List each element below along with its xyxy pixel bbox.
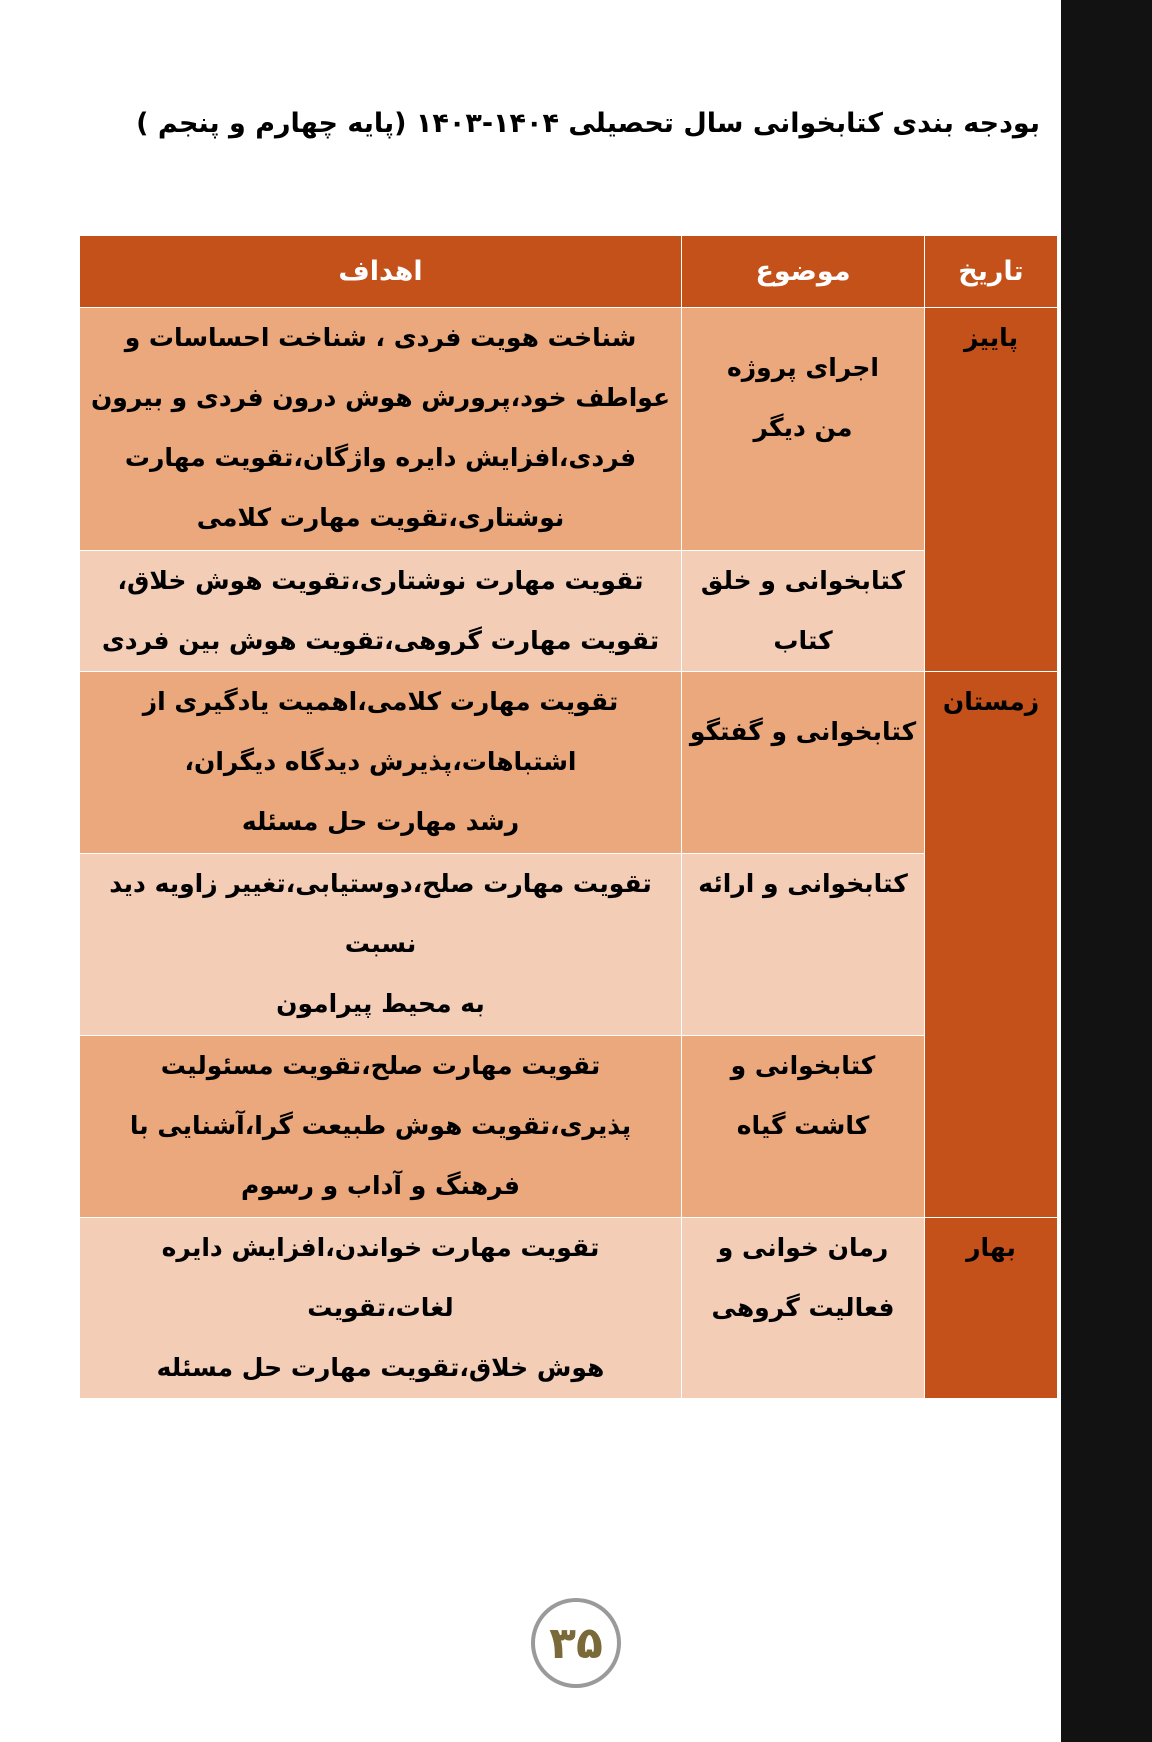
table-row: [80, 1036, 1058, 1218]
topic-line: رمان خوانی و: [717, 1233, 889, 1262]
goals-line: تقویت مهارت صلح،تقویت مسئولیت: [160, 1051, 601, 1080]
topic-line: اجرای پروژه: [727, 353, 879, 382]
topic-cell: [682, 1218, 925, 1399]
goals-line: تقویت مهارت نوشتاری،تقویت هوش خلاق،: [117, 566, 644, 595]
table-row: [80, 672, 1058, 854]
table-row: [80, 854, 1058, 1036]
goals-line: رشد مهارت حل مسئله: [241, 807, 520, 836]
goals-line: شناخت هویت فردی ، شناخت احساسات و: [124, 323, 637, 352]
topic-line: کتابخوانی و گفتگو: [689, 717, 917, 746]
header-goals: اهداف: [80, 236, 682, 308]
topic-line: کتابخوانی و: [730, 1051, 876, 1080]
header-topic: موضوع: [682, 236, 925, 308]
topic-cell: [682, 551, 925, 672]
topic-line: کاشت گیاه: [736, 1111, 870, 1140]
goals-line: تقویت مهارت گروهی،تقویت هوش بین فردی: [101, 626, 660, 655]
goals-line: تقویت مهارت صلح،دوستیابی،تغییر زاویه دید: [109, 869, 652, 898]
goals-cell: [80, 308, 682, 551]
table-row: [80, 1218, 1058, 1399]
goals-cell: [80, 1036, 682, 1218]
header-date: تاریخ: [925, 236, 1058, 308]
goals-line: فرهنگ و آداب و رسوم: [240, 1171, 521, 1200]
goals-line: فردی،افزایش دایره واژگان،تقویت مهارت: [124, 443, 637, 472]
goals-line: تقویت مهارت خواندن،افزایش دایره لغات،تقویت: [161, 1233, 600, 1322]
table-header-row: [80, 236, 1058, 308]
goals-line: به محیط پیرامون: [276, 989, 485, 1018]
goals-line: نسبت: [344, 929, 417, 958]
goals-cell: [80, 551, 682, 672]
season-autumn: پاییز: [925, 308, 1058, 672]
topic-cell: [682, 672, 925, 854]
page-edge-bar: [1061, 0, 1152, 1742]
goals-line: پذیری،تقویت هوش طبیعت گرا،آشنایی با: [129, 1111, 632, 1140]
goals-line: تقویت مهارت کلامی،اهمیت یادگیری از: [142, 687, 619, 716]
season-winter: زمستان: [925, 672, 1058, 1218]
topic-cell: [682, 308, 925, 551]
topic-line: من دیگر: [753, 413, 853, 442]
goals-cell: [80, 854, 682, 1036]
goals-cell: [80, 672, 682, 854]
goals-line: عواطف خود،پرورش هوش درون فردی و بیرون: [90, 383, 671, 412]
page-number: ۳۵: [531, 1598, 621, 1688]
topic-line: کتابخوانی و خلق: [700, 566, 906, 595]
reading-budget-table: [79, 235, 1058, 1399]
topic-cell: [682, 1036, 925, 1218]
topic-line: کتابخوانی و ارائه: [698, 869, 908, 898]
topic-cell: [682, 854, 925, 1036]
page-title: بودجه بندی کتابخوانی سال تحصیلی ۱۴۰۴-۱۴۰۳ (پایه چهارم و پنجم ): [136, 108, 1040, 139]
table-row: [80, 551, 1058, 672]
goals-line: هوش خلاق،تقویت مهارت حل مسئله: [156, 1353, 605, 1382]
table-row: [80, 308, 1058, 551]
topic-line: فعالیت گروهی: [711, 1293, 895, 1322]
goals-cell: [80, 1218, 682, 1399]
season-spring: بهار: [925, 1218, 1058, 1399]
topic-line: کتاب: [773, 626, 833, 655]
goals-line: نوشتاری،تقویت مهارت کلامی: [196, 503, 565, 532]
goals-line: اشتباهات،پذیرش دیدگاه دیگران،: [184, 747, 577, 776]
